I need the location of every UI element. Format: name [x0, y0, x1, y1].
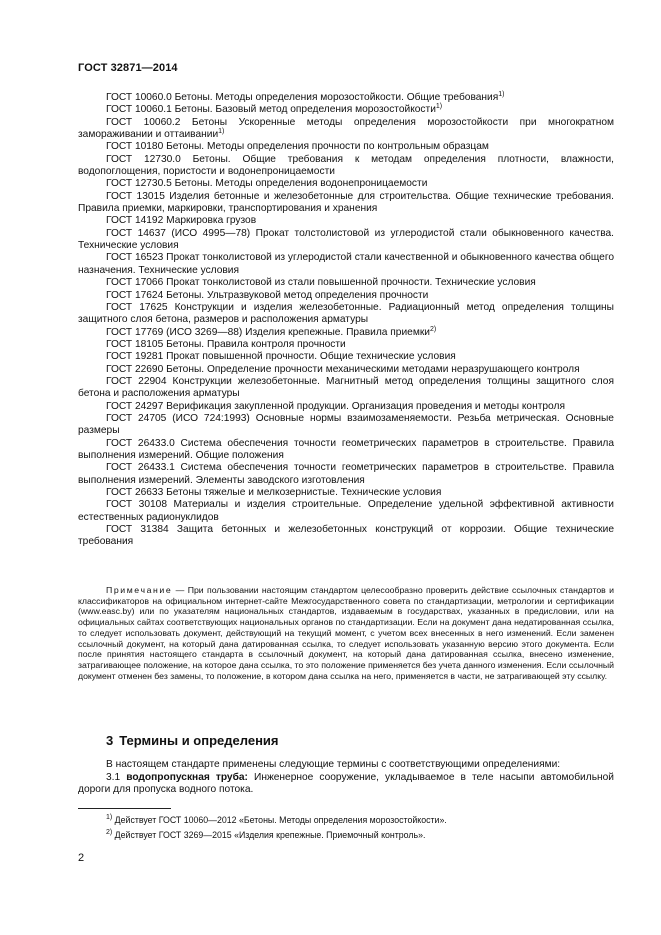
reference-title: Система обеспечения точности геометрических параметров в строительстве. Правила выполнения измерений. Общие положения: [78, 437, 615, 461]
reference-title: Бетоны. Методы определения морозостойкости. Общие требования: [171, 92, 499, 103]
reference-title: Конструкции и изделия железобетонные. Радиационный метод определения толщины защитного слоя бетона, размеров и расположения арматуры: [78, 301, 614, 326]
reference-title: Материалы и изделия строительные. Определение удельной эффективной активности естественных радионуклидов: [78, 499, 614, 523]
footnote-reference-mark: 1): [498, 91, 505, 98]
normative-references-list: [78, 92, 614, 549]
reference-item: [78, 215, 614, 227]
reference-item: [78, 104, 614, 116]
reference-code: ГОСТ 14637: [106, 227, 166, 239]
footnote-item: [106, 828, 614, 843]
reference-code: ГОСТ 12730.5: [106, 178, 172, 190]
reference-code: ГОСТ 22904: [106, 375, 167, 387]
reference-code: ГОСТ 22690: [106, 363, 164, 375]
reference-title: Верификация закупленной продукции. Организация проведения и методы контроля: [163, 400, 565, 412]
footnote-mark: 2): [106, 828, 113, 836]
reference-item: [78, 92, 614, 104]
reference-item: [78, 327, 614, 339]
reference-code: ГОСТ 19281: [106, 351, 164, 363]
document-title: ГОСТ 32871—2014: [78, 62, 178, 74]
reference-title: Бетоны. Определение прочности механическими методами неразрушающего контроля: [163, 363, 580, 375]
footnote-separator: [78, 808, 171, 809]
reference-title: Бетоны. Методы определения водонепроницаемости: [171, 178, 428, 190]
footnotes: [106, 813, 614, 843]
note-paragraph: [78, 585, 614, 681]
reference-code: ГОСТ 17625: [106, 301, 168, 313]
reference-item: [78, 117, 614, 142]
reference-title: Бетоны тяжелые и мелкозернистые. Технические условия: [163, 487, 442, 498]
section-intro: В настоящем стандарте применены следующие термины с соответствующими определениями:: [106, 759, 561, 770]
reference-item: [78, 228, 614, 253]
reference-code: ГОСТ 18105: [106, 338, 164, 350]
reference-item: [78, 290, 614, 302]
reference-title: Бетоны. Ультразвуковой метод определения прочности: [163, 289, 429, 301]
reference-code: ГОСТ 10180: [106, 141, 164, 153]
reference-code: ГОСТ 16523: [106, 252, 164, 264]
reference-code: ГОСТ 10060.1: [106, 104, 172, 116]
term-definition: Инженерное сооружение, укладываемое в теле насыпи автомобильной дороги для пропуска водного потока.: [78, 771, 614, 796]
reference-code: ГОСТ 24705: [106, 412, 167, 424]
reference-title: Прокат повышенной прочности. Общие технические условия: [163, 351, 456, 363]
note-label: Примечание: [106, 585, 173, 595]
footnote-reference-mark: 2): [429, 325, 437, 333]
reference-code: ГОСТ 17624: [106, 289, 164, 301]
reference-item: [78, 302, 614, 327]
reference-title: (ИСО 3269—88) Изделия крепежные. Правила приемки: [163, 326, 430, 338]
footnote-mark: 1): [106, 814, 113, 821]
reference-title: Бетоны. Правила контроля прочности: [163, 338, 346, 350]
footnote-reference-mark: 1): [435, 103, 443, 111]
reference-title: Бетоны. Методы определения прочности по контрольным образцам: [163, 141, 489, 153]
reference-item: [78, 339, 614, 351]
footnote-text: Действует ГОСТ 3269—2015 «Изделия крепежные. Приемочный контроль».: [112, 829, 426, 840]
reference-title: (ИСО 4995—78) Прокат толстолистовой из углеродистой стали обыкновенного качества. Технические условия: [78, 227, 614, 252]
footnote-text: Действует ГОСТ 10060—2012 «Бетоны. Методы определения морозостойкости».: [112, 815, 447, 825]
reference-code: ГОСТ 26433.1: [106, 462, 175, 474]
reference-code: ГОСТ 30108: [106, 499, 167, 511]
reference-item: [78, 364, 614, 376]
reference-title: Прокат тонколистовой из углеродистой стали качественной и обыкновенного качества общего назначения. Технические условия: [78, 252, 614, 276]
reference-item: [78, 277, 614, 289]
note-text: — При пользовании настоящим стандартом целесообразно проверить действие ссылочных стандартов и классификаторов на официальном интернет-сайте Межгосударственного совета по стандартизации, метрологии и сертификации (www.easc.by) или по указателям национальных стандартов, издаваемым в государствах, указанных в предисловии, или на официальных сайтах соответствующих национальных органов по стандартизации. Если на документ дана недатированная ссылка, то следует использовать документ, действующий на текущий момент, с учетом всех внесенных в него изменений. Если заменен ссылочный документ, на который дана датированная ссылка, то следует использовать указанную версию этого документа. Если после принятия настоящего стандарта в ссылочный документ, на который дана датированная ссылка, внесено изменение, затрагивающее положение, на которое дана ссылка, то это положение применяется без учета данного изменения. Если ссылочный документ отменен без замены, то положение, в котором дана ссылка на него, применяется в части, не затрагивающей эту ссылку.: [78, 585, 614, 681]
reference-item: [78, 499, 614, 524]
section-number: 3: [106, 733, 114, 748]
reference-title: Прокат тонколистовой из стали повышенной прочности. Технические условия: [163, 277, 536, 289]
term-label: водопропускная труба:: [126, 771, 248, 783]
reference-item: [78, 141, 614, 153]
page-number: 2: [78, 852, 85, 864]
reference-title: Бетоны Ускоренные методы определения морозостойкости при многократном замораживании и оттаивании: [78, 116, 615, 141]
reference-code: ГОСТ 13015: [106, 190, 165, 202]
reference-code: ГОСТ 10060.0: [106, 92, 172, 103]
reference-title: (ИСО 724:1993) Основные нормы взаимозаменяемости. Резьба метрическая. Основные размеры: [78, 412, 614, 437]
reference-title: Конструкции железобетонные. Магнитный метод определения толщины защитного слоя бетона и расположения арматуры: [78, 375, 614, 400]
reference-item: [78, 154, 614, 179]
term-number: 3.1: [106, 771, 121, 783]
reference-item: [78, 252, 614, 277]
reference-item: [78, 413, 614, 438]
section-heading: [106, 733, 279, 748]
reference-code: ГОСТ 26633: [106, 487, 164, 498]
section-title: Термины и определения: [119, 733, 279, 748]
reference-item: [78, 401, 614, 413]
reference-title: Бетоны. Базовый метод определения морозостойкости: [171, 104, 436, 116]
reference-code: ГОСТ 24297: [106, 400, 164, 412]
reference-code: ГОСТ 12730.0: [106, 153, 181, 165]
reference-title: Изделия бетонные и железобетонные для строительства. Общие технические требования. Правила приемки, маркировки, транспортирования и хранения: [78, 190, 614, 215]
reference-code: ГОСТ 14192: [106, 215, 164, 227]
reference-item: [78, 191, 614, 216]
reference-item: [78, 524, 614, 549]
reference-title: Защита бетонных и железобетонных конструкций от коррозии. Общие технические требования: [78, 524, 614, 548]
reference-item: [78, 178, 614, 190]
reference-code: ГОСТ 31384: [106, 524, 169, 536]
reference-item: [78, 376, 614, 401]
reference-code: ГОСТ 26433.0: [106, 437, 175, 449]
footnote-reference-mark: 1): [218, 128, 225, 136]
term-definition-paragraph: [78, 772, 614, 797]
reference-item: [78, 438, 614, 463]
reference-code: ГОСТ 17066: [106, 277, 164, 289]
footnote-item: [106, 813, 614, 828]
reference-item: [78, 487, 614, 499]
section-body: [78, 759, 614, 797]
reference-code: ГОСТ 10060.2: [106, 116, 181, 128]
reference-title: Система обеспечения точности геометрических параметров в строительстве. Правила выполнения измерений. Элементы заводского изготовления: [78, 462, 615, 486]
reference-item: [78, 351, 614, 363]
reference-title: Бетоны. Общие требования к методам определения плотности, влажности, водопоглощения, пористости и водонепроницаемости: [78, 153, 614, 178]
reference-title: Маркировка грузов: [163, 215, 257, 227]
reference-item: [78, 462, 614, 487]
reference-code: ГОСТ 17769: [106, 326, 164, 338]
